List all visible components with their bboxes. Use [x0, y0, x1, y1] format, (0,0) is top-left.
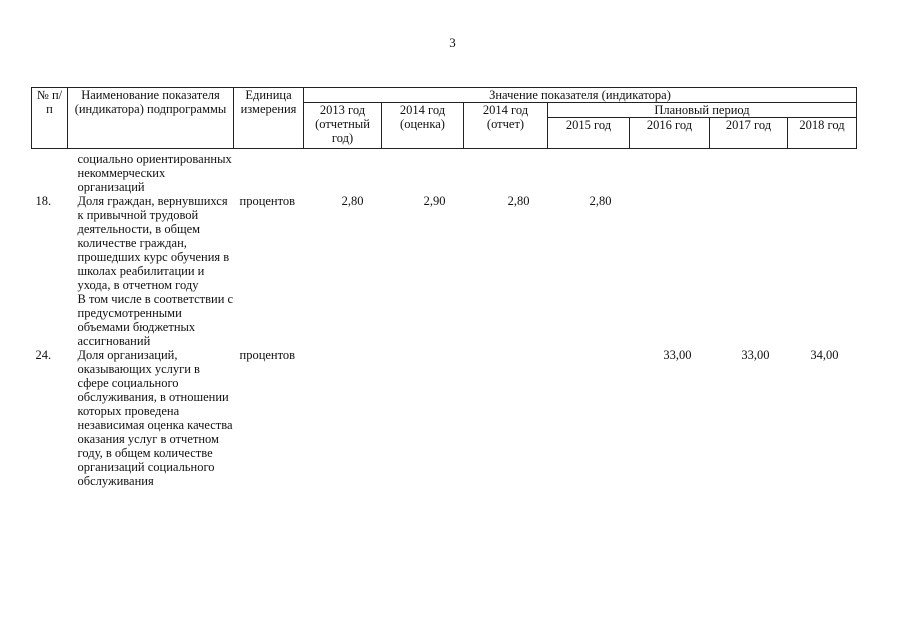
header-2014-estimate: 2014 год (оценка)	[382, 103, 464, 149]
unit-cell: процентов	[239, 194, 296, 208]
value-2014-estimate: 2,90	[423, 194, 446, 208]
table-row	[32, 194, 857, 348]
page-number: 3	[449, 35, 456, 50]
header-name: Наименование показателя (индикатора) подпрограммы	[68, 88, 234, 149]
row-number: 24.	[35, 348, 52, 362]
header-2018: 2018 год	[788, 118, 857, 149]
indicator-name: Доля организаций, оказывающих услуги в сфере социального обслуживания, в отношении которых проведена независимая оценка качества оказания услуг в отчетном году, в общем количестве организаций социального обслуживания	[77, 348, 233, 488]
indicator-table	[31, 87, 857, 488]
row-number: 18.	[35, 194, 52, 208]
indicator-note: В том числе в соответствии с предусмотренными объемами бюджетных ассигнований	[77, 292, 234, 348]
value-2014-estimate	[382, 348, 464, 488]
value-2016	[630, 194, 710, 348]
value-2016: 33,00	[663, 348, 692, 362]
unit-cell: процентов	[239, 348, 296, 362]
header-unit: Единица измерения	[234, 88, 304, 149]
header-num: № п/п	[32, 88, 68, 149]
value-2013	[304, 348, 382, 488]
header-2016: 2016 год	[630, 118, 710, 149]
header-2014-report: 2014 год (отчет)	[464, 103, 548, 149]
value-2015	[548, 348, 630, 488]
value-2014-report: 2,80	[507, 194, 530, 208]
table-row	[32, 348, 857, 488]
value-2018: 34,00	[810, 348, 839, 362]
value-2014-report	[464, 348, 548, 488]
value-2013: 2,80	[341, 194, 364, 208]
header-planned-group: Плановый период	[548, 103, 857, 118]
header-2017: 2017 год	[710, 118, 788, 149]
value-2018	[788, 194, 857, 348]
value-2017: 33,00	[741, 348, 770, 362]
table-row-continuation	[32, 149, 857, 195]
value-2017	[710, 194, 788, 348]
header-2013: 2013 год (отчетный год)	[304, 103, 382, 149]
header-value-group: Значение показателя (индикатора)	[304, 88, 857, 103]
value-2015: 2,80	[589, 194, 612, 208]
continuation-name: социально ориентированных некоммерческих организаций	[77, 152, 232, 194]
indicator-name: Доля граждан, вернувшихся к привычной трудовой деятельности, в общем количестве граждан, прошедших курс обучения в школах реабилитации и ухода, в отчетном году	[77, 194, 230, 292]
header-2015: 2015 год	[548, 118, 630, 149]
